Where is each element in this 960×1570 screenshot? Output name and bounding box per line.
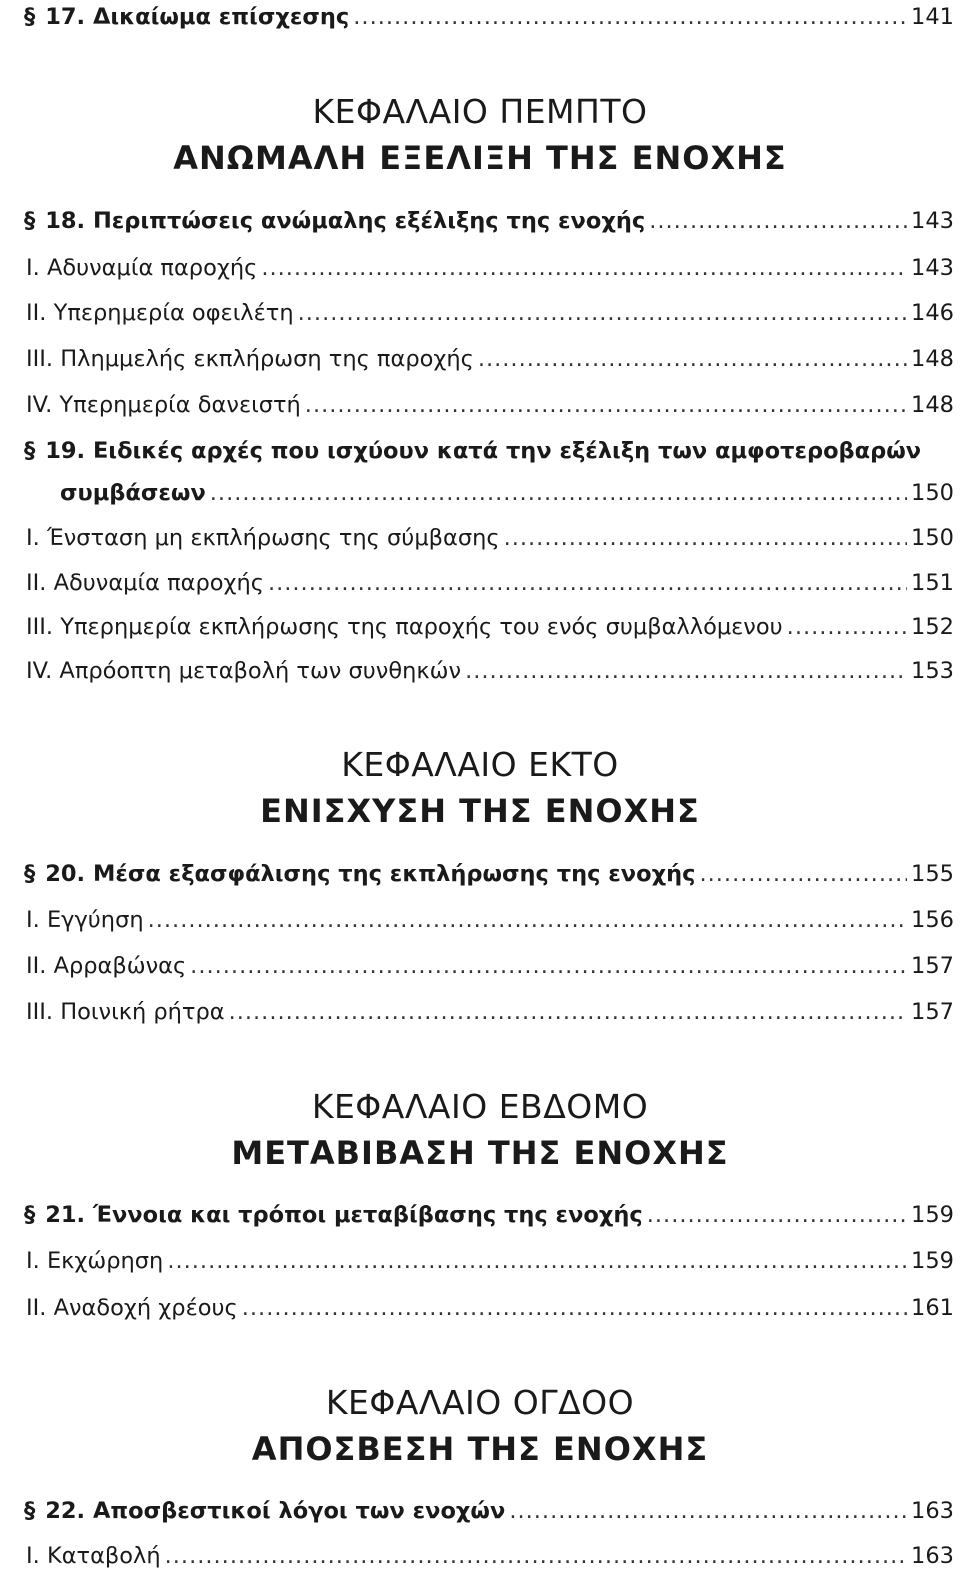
toc-subentry[interactable] bbox=[26, 648, 954, 682]
toc-subentry[interactable] bbox=[26, 1285, 954, 1319]
leader-dots bbox=[509, 1500, 907, 1523]
toc-page: 151 bbox=[911, 569, 954, 596]
toc-subentry[interactable] bbox=[26, 604, 954, 638]
chapter-6-heading bbox=[0, 745, 960, 830]
toc-page: 150 bbox=[911, 524, 954, 551]
toc-page: 159 bbox=[911, 1201, 954, 1228]
leader-dots bbox=[699, 863, 907, 886]
toc-subentry[interactable] bbox=[26, 245, 954, 279]
toc-label: IV. Απρόοπτη μεταβολή των συνθηκών bbox=[26, 657, 462, 684]
toc-page: 156 bbox=[911, 906, 954, 933]
toc-label: 20. Μέσα εξασφάλισης της εκπλήρωσης της ενοχής bbox=[45, 860, 696, 887]
toc-entry-17[interactable] bbox=[24, 0, 954, 28]
chapter-number: ΚΕΦΑΛΑΙΟ ΠΕΜΠΤΟ bbox=[312, 92, 648, 131]
leader-dots bbox=[268, 572, 907, 595]
toc-label: 19. Ειδικές αρχές που ισχύουν κατά την εξέλιξη των αμφοτεροβαρών bbox=[45, 437, 922, 464]
leader-dots bbox=[649, 210, 907, 233]
leader-dots bbox=[478, 348, 907, 371]
toc-subentry[interactable] bbox=[26, 336, 954, 370]
toc-page: 161 bbox=[911, 1294, 954, 1321]
toc-label: II. Αναδοχή χρέους bbox=[26, 1294, 238, 1321]
toc-label: συμβάσεων bbox=[60, 479, 206, 506]
toc-page: 163 bbox=[911, 1497, 954, 1524]
toc-label: 21. Έννοια και τρόποι μεταβίβασης της ενοχής bbox=[45, 1201, 643, 1228]
chapter-number: ΚΕΦΑΛΑΙΟ ΕΚΤΟ bbox=[341, 745, 619, 784]
chapter-title: ΑΠΟΣΒΕΣΗ ΤΗΣ ΕΝΟΧΗΣ bbox=[251, 1430, 709, 1468]
section-symbol: § bbox=[24, 1497, 36, 1524]
chapter-title: ΕΝΙΣΧΥΣΗ ΤΗΣ ΕΝΟΧΗΣ bbox=[260, 792, 700, 830]
section-symbol: § bbox=[24, 437, 36, 464]
toc-entry-18[interactable] bbox=[24, 198, 954, 232]
toc-page: 157 bbox=[911, 952, 954, 979]
toc-subentry[interactable] bbox=[26, 943, 954, 977]
leader-dots bbox=[261, 257, 907, 280]
toc-label: I. Εκχώρηση bbox=[26, 1247, 164, 1274]
toc-label: 17. Δικαίωμα επίσχεσης bbox=[45, 3, 350, 30]
toc-label: II. Αδυναμία παροχής bbox=[26, 569, 264, 596]
toc-subentry[interactable] bbox=[26, 290, 954, 324]
toc-label: I. Αδυναμία παροχής bbox=[26, 254, 258, 281]
chapter-8-heading bbox=[0, 1383, 960, 1468]
toc-entry-21[interactable] bbox=[24, 1192, 954, 1226]
leader-dots bbox=[242, 1297, 907, 1320]
leader-dots bbox=[353, 6, 907, 29]
chapter-number: ΚΕΦΑΛΑΙΟ ΟΓΔΟΟ bbox=[325, 1383, 635, 1422]
toc-page: 155 bbox=[911, 860, 954, 887]
toc-page: 152 bbox=[911, 613, 954, 640]
chapter-number: ΚΕΦΑΛΑΙΟ ΕΒΔΟΜΟ bbox=[311, 1087, 649, 1126]
chapter-5-heading bbox=[0, 92, 960, 177]
toc-subentry[interactable] bbox=[26, 989, 954, 1023]
leader-dots bbox=[647, 1204, 907, 1227]
leader-dots bbox=[190, 955, 907, 978]
toc-page: 153 bbox=[911, 657, 954, 684]
leader-dots bbox=[305, 394, 907, 417]
toc-page: 148 bbox=[911, 391, 954, 418]
toc-page: 163 bbox=[911, 1542, 954, 1569]
toc-label: I. Καταβολή bbox=[26, 1542, 161, 1569]
toc-page: 143 bbox=[911, 207, 954, 234]
section-symbol: § bbox=[24, 1201, 36, 1228]
toc-page: 143 bbox=[911, 254, 954, 281]
toc-label: I. Εγγύηση bbox=[26, 906, 144, 933]
section-symbol: § bbox=[24, 207, 36, 234]
toc-page: 159 bbox=[911, 1247, 954, 1274]
toc-subentry[interactable] bbox=[26, 515, 954, 549]
toc-label: IV. Υπερημερία δανειστή bbox=[26, 391, 301, 418]
chapter-title: ΑΝΩΜΑΛΗ ΕΞΕΛΙΞΗ ΤΗΣ ΕΝΟΧΗΣ bbox=[173, 139, 787, 177]
toc-label: 22. Αποσβεστικοί λόγοι των ενοχών bbox=[45, 1497, 506, 1524]
toc-label: III. Ποινική ρήτρα bbox=[26, 998, 225, 1025]
toc-page: 146 bbox=[911, 299, 954, 326]
leader-dots bbox=[787, 616, 907, 639]
toc-entry-19-line1[interactable] bbox=[24, 428, 921, 462]
toc-subentry[interactable] bbox=[26, 382, 954, 416]
toc-subentry[interactable] bbox=[26, 897, 954, 931]
leader-dots bbox=[210, 482, 907, 505]
toc-label: I. Ένσταση μη εκπλήρωσης της σύμβασης bbox=[26, 524, 500, 551]
leader-dots bbox=[165, 1545, 907, 1568]
toc-label: II. Υπερημερία οφειλέτη bbox=[26, 299, 294, 326]
toc-subentry[interactable] bbox=[26, 560, 954, 594]
toc-page: 141 bbox=[911, 3, 954, 30]
toc-entry-22[interactable] bbox=[24, 1488, 954, 1522]
toc-label: III. Πλημμελής εκπλήρωση της παροχής bbox=[26, 345, 474, 372]
toc-page: 150 bbox=[911, 479, 954, 506]
leader-dots bbox=[148, 909, 907, 932]
toc-entry-19-line2[interactable] bbox=[60, 470, 954, 504]
leader-dots bbox=[229, 1001, 907, 1024]
chapter-title: ΜΕΤΑΒΙΒΑΣΗ ΤΗΣ ΕΝΟΧΗΣ bbox=[231, 1134, 729, 1172]
leader-dots bbox=[298, 302, 907, 325]
section-symbol: § bbox=[24, 3, 36, 30]
toc-subentry[interactable] bbox=[26, 1238, 954, 1272]
toc-entry-20[interactable] bbox=[24, 851, 954, 885]
toc-page: 157 bbox=[911, 998, 954, 1025]
toc-subentry[interactable] bbox=[26, 1533, 954, 1567]
section-symbol: § bbox=[24, 860, 36, 887]
toc-label: III. Υπερημερία εκπλήρωσης της παροχής του ενός συμβαλλόμενου bbox=[26, 613, 783, 640]
leader-dots bbox=[504, 527, 907, 550]
toc-label: 18. Περιπτώσεις ανώμαλης εξέλιξης της ενοχής bbox=[45, 207, 646, 234]
leader-dots bbox=[167, 1250, 907, 1273]
chapter-7-heading bbox=[0, 1087, 960, 1172]
leader-dots bbox=[465, 660, 907, 683]
toc-label: II. Αρραβώνας bbox=[26, 952, 187, 979]
toc-page: 148 bbox=[911, 345, 954, 372]
